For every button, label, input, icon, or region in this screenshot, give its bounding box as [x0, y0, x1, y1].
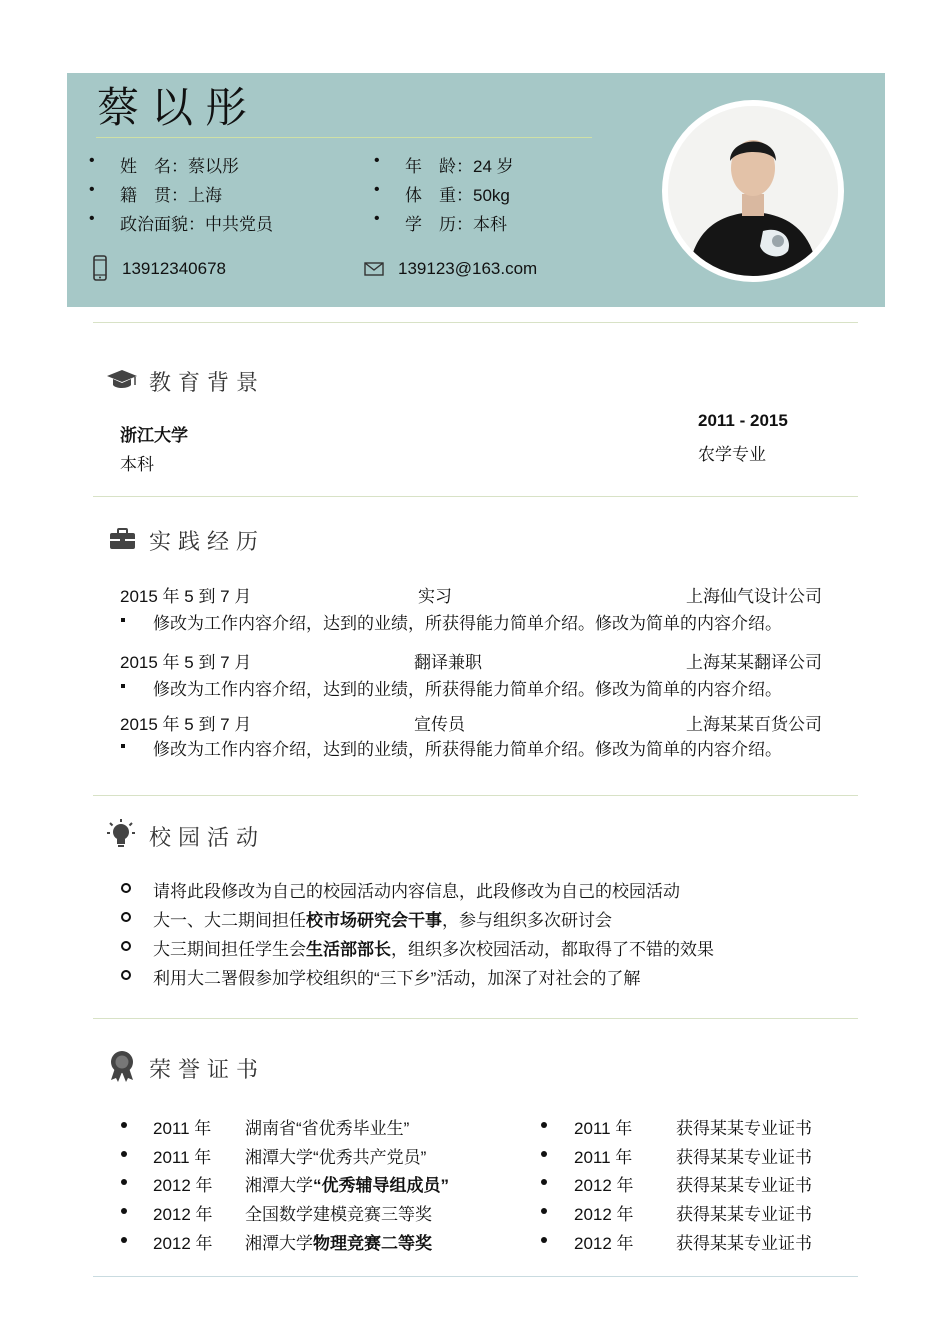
dot-bullet	[121, 1179, 127, 1185]
honor-year: 2012 年	[153, 1176, 213, 1195]
cert-text: 获得某某专业证书	[676, 1176, 812, 1195]
honor-year: 2012 年	[153, 1234, 213, 1253]
info-age: • 年 龄：24 岁	[374, 152, 514, 176]
dot-bullet	[121, 1208, 127, 1214]
practice-company: 上海某某翻译公司	[686, 653, 822, 672]
honor-year: 2011 年	[153, 1148, 212, 1167]
practice-date: 2015 年 5 到 7 月	[120, 587, 252, 606]
dot-bullet	[121, 1151, 127, 1157]
dot-bullet	[121, 1237, 127, 1243]
honor-year: 2011 年	[153, 1119, 212, 1138]
honor-text: 全国数学建模竞赛三等奖	[245, 1205, 432, 1224]
practice-company: 上海某某百货公司	[686, 715, 822, 734]
lightbulb-icon	[106, 818, 136, 850]
dot-bullet	[541, 1208, 547, 1214]
major: 农学专业	[698, 445, 766, 464]
ring-bullet	[121, 883, 131, 893]
practice-role: 实习	[418, 587, 452, 606]
cert-text: 获得某某专业证书	[676, 1234, 812, 1253]
ring-bullet	[121, 970, 131, 980]
honor-year: 2012 年	[153, 1205, 213, 1224]
cert-year: 2012 年	[574, 1205, 634, 1224]
divider-education	[93, 496, 858, 497]
info-weight: • 体 重：50kg	[374, 181, 510, 205]
campus-item: 大一、大二期间担任校市场研究会干事，参与组织多次研讨会	[153, 911, 612, 930]
ring-bullet	[121, 941, 131, 951]
cert-year: 2012 年	[574, 1176, 634, 1195]
section-title-honors: 荣誉证书	[149, 1058, 266, 1083]
info-hometown: • 籍 贯：上海	[89, 181, 222, 205]
honor-text: 湘潭大学物理竞赛二等奖	[245, 1234, 432, 1253]
dot-bullet	[541, 1122, 547, 1128]
ring-bullet	[121, 912, 131, 922]
profile-photo	[662, 100, 844, 282]
phone-number[interactable]: 13912340678	[122, 259, 227, 278]
section-title-campus: 校园活动	[149, 826, 266, 851]
practice-role: 翻译兼职	[414, 653, 482, 672]
practice-date: 2015 年 5 到 7 月	[120, 653, 252, 672]
education-years: 2011 - 2015	[698, 411, 788, 430]
section-title-practice: 实践经历	[149, 530, 266, 555]
cert-year: 2011 年	[574, 1148, 633, 1167]
phone-icon	[92, 255, 108, 281]
briefcase-icon	[109, 528, 136, 550]
practice-desc: 修改为工作内容介绍，达到的业绩，所获得能力简单介绍。修改为简单的内容介绍。	[153, 614, 782, 633]
graduation-cap-icon	[106, 369, 138, 391]
info-education: • 学 历：本科	[374, 210, 507, 234]
cert-year: 2011 年	[574, 1119, 633, 1138]
divider-practice	[93, 795, 858, 796]
honor-text: 湖南省“省优秀毕业生”	[245, 1119, 410, 1138]
avatar-illustration	[668, 106, 838, 276]
divider-header	[93, 322, 858, 323]
award-medal-icon	[108, 1050, 136, 1082]
campus-item: 利用大二署假参加学校组织的“三下乡”活动，加深了对社会的了解	[153, 969, 641, 988]
email-address[interactable]: 139123@163.com	[398, 259, 538, 278]
practice-company: 上海仙气设计公司	[686, 587, 822, 606]
school-name: 浙江大学	[120, 426, 188, 445]
practice-role: 宣传员	[414, 715, 465, 734]
dot-bullet	[541, 1179, 547, 1185]
campus-item: 请将此段修改为自己的校园活动内容信息，此段修改为自己的校园活动	[153, 882, 680, 901]
square-bullet	[121, 618, 125, 622]
degree: 本科	[120, 455, 154, 474]
dot-bullet	[541, 1151, 547, 1157]
cert-text: 获得某某专业证书	[676, 1148, 812, 1167]
mail-icon	[364, 262, 384, 276]
square-bullet	[121, 684, 125, 688]
info-political: • 政治面貌：中共党员	[89, 210, 273, 234]
honor-text: 湘潭大学“优秀辅导组成员”	[245, 1176, 449, 1195]
cert-text: 获得某某专业证书	[676, 1205, 812, 1224]
practice-desc: 修改为工作内容介绍，达到的业绩，所获得能力简单介绍。修改为简单的内容介绍。	[153, 740, 782, 759]
cert-year: 2012 年	[574, 1234, 634, 1253]
honor-text: 湘潭大学“优秀共产党员”	[245, 1148, 427, 1167]
campus-item: 大三期间担任学生会生活部部长，组织多次校园活动，都取得了不错的效果	[153, 940, 714, 959]
section-title-education: 教育背景	[149, 371, 266, 396]
name-divider	[96, 137, 592, 138]
dot-bullet	[121, 1122, 127, 1128]
cert-text: 获得某某专业证书	[676, 1119, 812, 1138]
practice-desc: 修改为工作内容介绍，达到的业绩，所获得能力简单介绍。修改为简单的内容介绍。	[153, 680, 782, 699]
dot-bullet	[541, 1237, 547, 1243]
square-bullet	[121, 744, 125, 748]
name-title: 蔡以彤	[97, 83, 260, 132]
divider-campus	[93, 1018, 858, 1019]
practice-date: 2015 年 5 到 7 月	[120, 715, 252, 734]
info-name: • 姓 名：蔡以彤	[89, 152, 239, 176]
divider-footer	[93, 1276, 858, 1277]
